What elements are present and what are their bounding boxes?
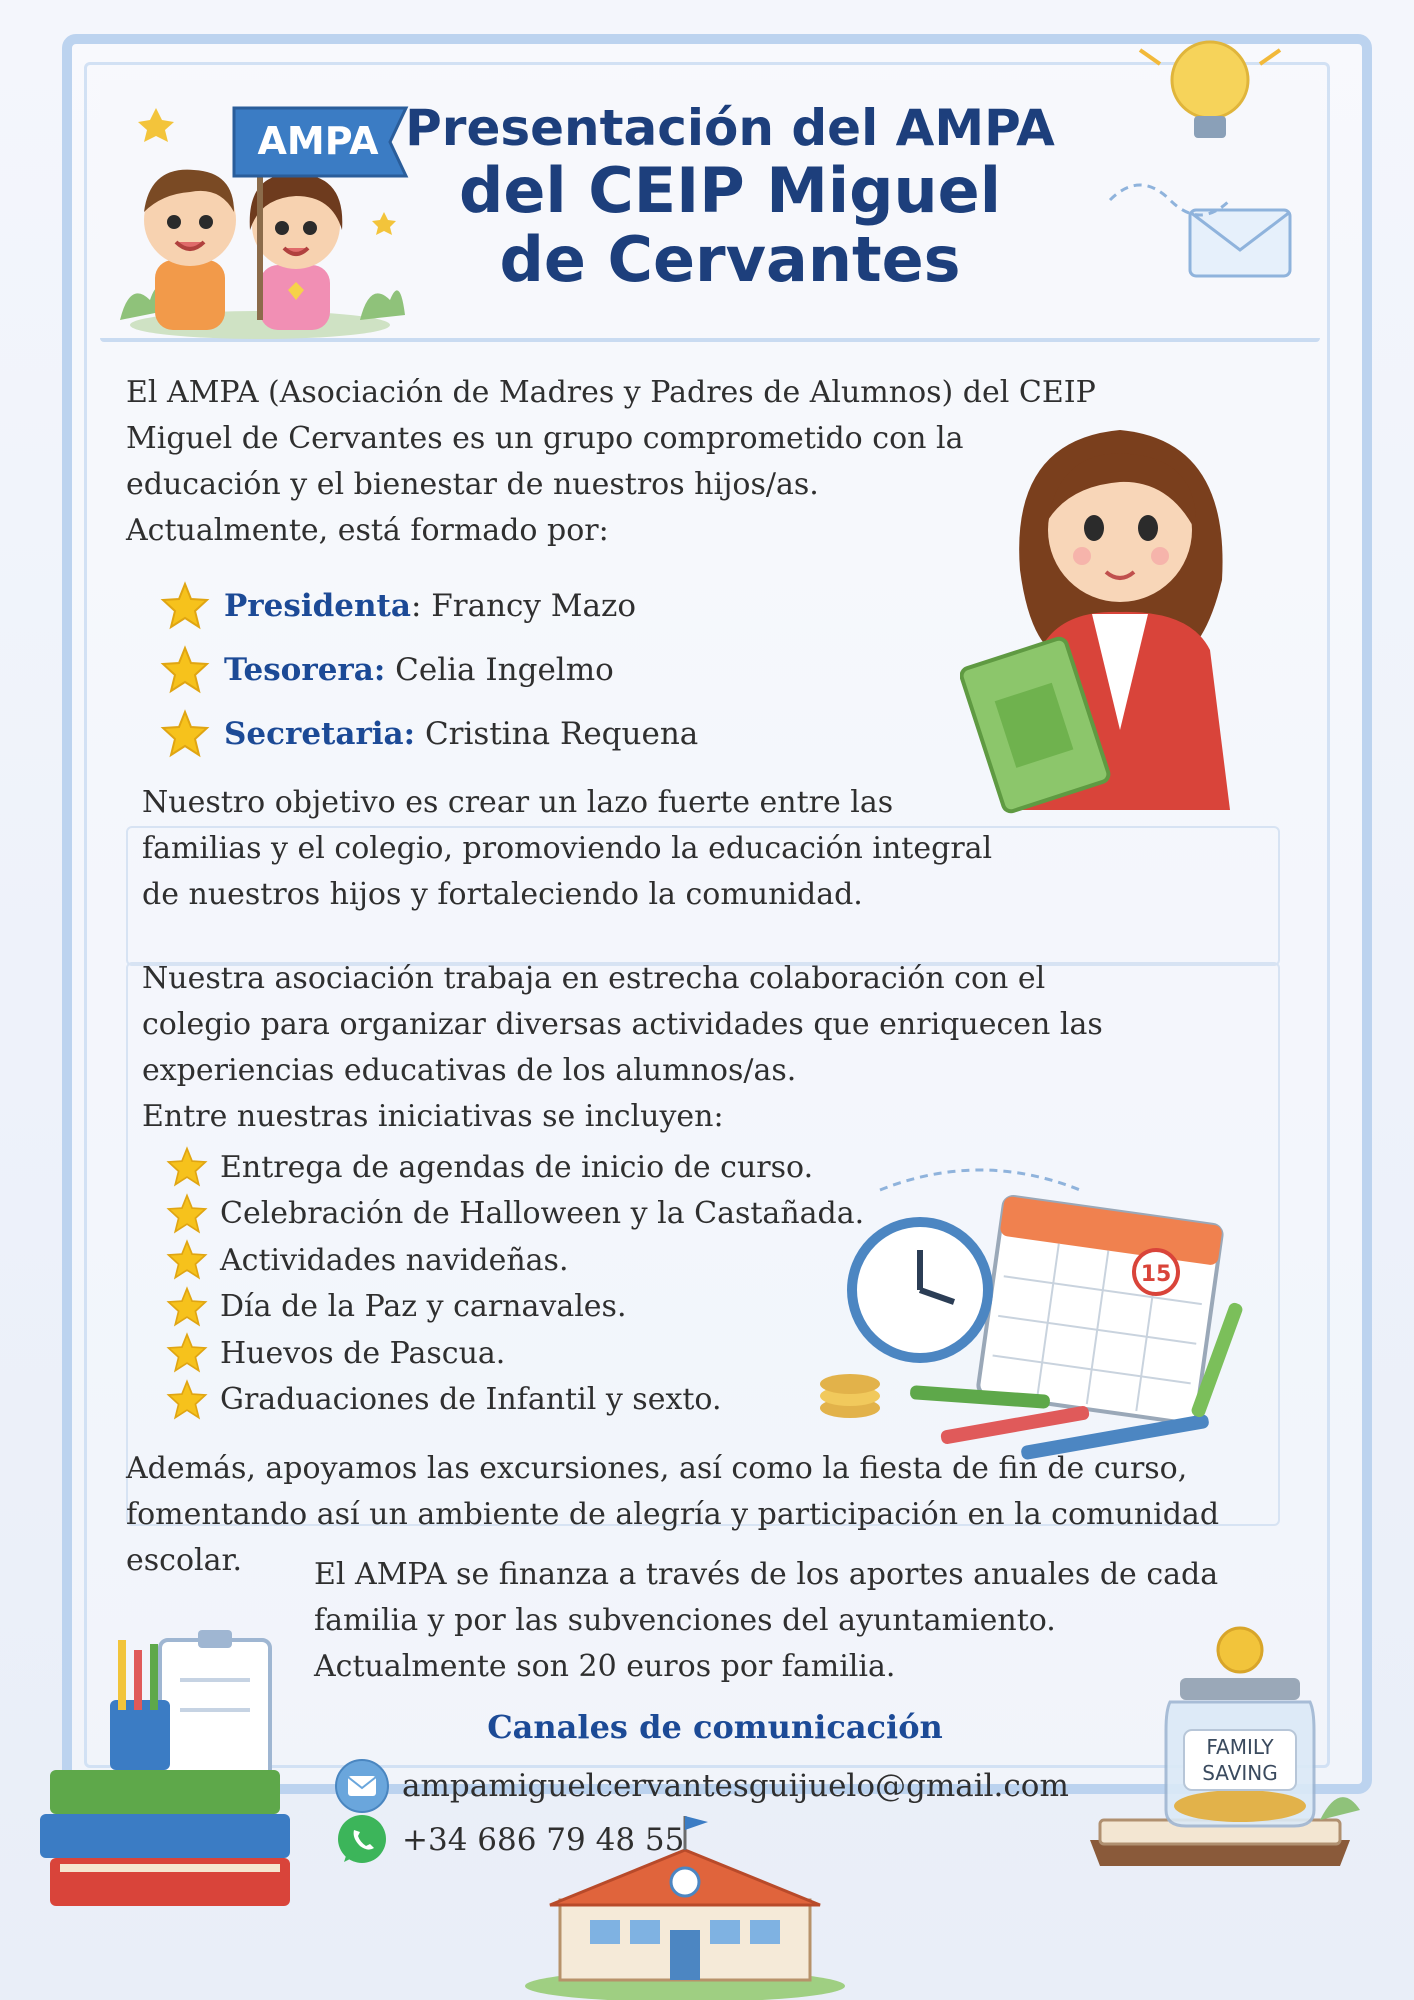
board-separator (385, 652, 395, 688)
activity-item (166, 1191, 864, 1238)
board-member (160, 638, 698, 702)
activities-line: Entre nuestras iniciativas se incluyen: (142, 1099, 724, 1134)
contact-heading: Canales de comunicación (487, 1708, 943, 1746)
activity-label: Actividades navideñas. (220, 1242, 569, 1278)
title-line-1: Presentación del AMPA (405, 99, 1055, 157)
star-icon (166, 1332, 208, 1374)
page-title (390, 100, 1070, 295)
objective-paragraph (142, 780, 1042, 918)
objective-line: de nuestros hijos y fortaleciendo la comunidad. (142, 877, 863, 912)
books-supplies-illustration (30, 1620, 320, 1920)
star-icon (160, 709, 210, 759)
jar-label-line-1: FAMILY (1206, 1735, 1274, 1759)
intro-line: Miguel de Cervantes es un grupo comprometido con la (126, 421, 964, 456)
title-line-2: del CEIP Miguel (459, 154, 1001, 227)
activity-label: Huevos de Pascua. (220, 1335, 506, 1371)
activity-label: Entrega de agendas de inicio de curso. (220, 1149, 814, 1185)
funding-line: familia y por las subvenciones del ayuntamiento. (314, 1603, 1056, 1638)
intro-line: El AMPA (Asociación de Madres y Padres de Alumnos) del CEIP (126, 375, 1096, 410)
support-line: Además, apoyamos las excursiones, así como la fiesta de fin de curso, (126, 1451, 1188, 1486)
activity-item (166, 1284, 864, 1331)
activities-line: experiencias educativas de los alumnos/as. (142, 1053, 797, 1088)
board-name: Celia Ingelmo (395, 652, 614, 688)
intro-line: educación y el bienestar de nuestros hijos/as. (126, 467, 819, 502)
activity-item (166, 1377, 864, 1424)
support-line: fomentando así un ambiente de alegría y participación en la comunidad (126, 1497, 1220, 1532)
ampa-flag-label: AMPA (257, 119, 379, 163)
star-icon (166, 1193, 208, 1235)
star-icon (160, 581, 210, 631)
calendar-badge: 15 (1140, 1262, 1172, 1287)
funding-line: Actualmente son 20 euros por familia. (314, 1649, 896, 1684)
support-line: escolar. (126, 1543, 243, 1578)
board-name: Francy Mazo (431, 588, 636, 624)
lightbulb-envelope-illustration (1100, 30, 1320, 290)
board-separator: : (410, 588, 432, 624)
activity-label: Día de la Paz y carnavales. (220, 1289, 627, 1325)
activities-paragraph (142, 956, 1182, 1140)
intro-line: Actualmente, está formado por: (126, 513, 609, 548)
funding-line: El AMPA se finanza a través de los aportes anuales de cada (314, 1557, 1219, 1592)
activity-item (166, 1330, 864, 1377)
contact-email[interactable]: ampamiguelcervantesguijuelo@gmail.com (402, 1768, 1069, 1804)
activity-item (166, 1237, 864, 1284)
objective-line: Nuestro objetivo es crear un lazo fuerte entre las (142, 785, 894, 820)
school-building-illustration (520, 1810, 850, 2000)
teacher-illustration (960, 400, 1300, 820)
board-member (160, 574, 698, 638)
clock-calendar-illustration (820, 1150, 1280, 1460)
board-role: Tesorera: (224, 652, 386, 688)
activities-line: colegio para organizar diversas actividades que enriquecen las (142, 1007, 1103, 1042)
activity-label: Celebración de Halloween y la Castañada. (220, 1196, 865, 1232)
star-icon (166, 1379, 208, 1421)
jar-label-line-2: SAVING (1202, 1761, 1278, 1785)
board-role: Secretaria: (224, 716, 416, 752)
envelope-icon (334, 1758, 390, 1814)
activity-item (166, 1144, 864, 1191)
star-icon (166, 1146, 208, 1188)
title-line-3: de Cervantes (499, 223, 961, 297)
objective-line: familias y el colegio, promoviendo la educación integral (142, 831, 993, 866)
board-name: Cristina Requena (424, 716, 699, 752)
family-saving-jar-illustration (1070, 1620, 1370, 1870)
board-role: Presidenta (224, 588, 411, 624)
board-list (160, 574, 698, 766)
activity-label: Graduaciones de Infantil y sexto. (220, 1382, 722, 1418)
contact-phone[interactable]: +34 686 79 48 55 (402, 1822, 685, 1858)
activities-list (166, 1144, 864, 1423)
whatsapp-icon (334, 1812, 390, 1868)
activities-line: Nuestra asociación trabaja en estrecha colaboración con el (142, 961, 1046, 996)
star-icon (166, 1286, 208, 1328)
star-icon (166, 1239, 208, 1281)
board-separator (415, 716, 425, 752)
contact-email-row[interactable] (334, 1758, 1069, 1814)
star-icon (160, 645, 210, 695)
board-member (160, 702, 698, 766)
